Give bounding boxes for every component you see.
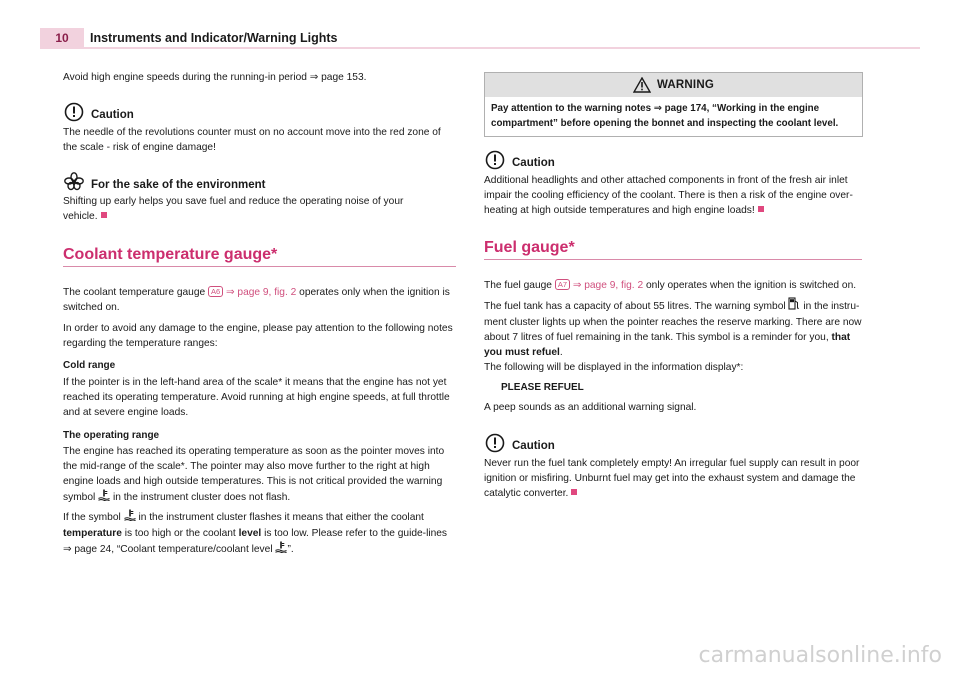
fuel-intro: The fuel gauge A7 ⇒ page 9, fig. 2 only operates when the ignition is switched on. xyxy=(484,280,857,291)
page-header xyxy=(0,0,960,50)
peep-text: A peep sounds as an additional warning signal. xyxy=(484,402,697,413)
fuel-figure-link[interactable]: ⇒ page 9, fig. 2 xyxy=(572,280,644,291)
page-title: Instruments and Indicator/Warning Lights xyxy=(90,31,338,45)
coolant-intro: The coolant temperature gauge A6 ⇒ page 9, fig. 2 operates only when the ignition is switched on. xyxy=(63,287,450,313)
intro-text: Avoid high engine speeds during the running-in period ⇒ page 153. xyxy=(63,72,367,83)
coolant-figure-link[interactable]: ⇒ page 9, fig. 2 xyxy=(226,287,297,298)
please-refuel-message: PLEASE REFUEL xyxy=(501,382,584,393)
coolant-temperature-icon xyxy=(98,489,110,506)
fuel-pump-icon xyxy=(788,297,800,315)
operating-range-label: The operating range xyxy=(63,430,160,441)
watermark: carmanualsonline.info xyxy=(698,643,942,668)
caution-title xyxy=(484,148,555,171)
flower-icon xyxy=(63,171,85,193)
environment-body: Shifting up early helps you save fuel and reduce the operating noise of your vehicle. xyxy=(63,196,404,222)
end-marker xyxy=(101,212,107,218)
coolant-badge: A6 xyxy=(208,286,223,297)
page-number: 10 xyxy=(40,28,84,49)
warning-header xyxy=(485,73,862,97)
caution-title-text: Caution xyxy=(512,440,555,452)
caution-title xyxy=(484,431,555,454)
caution-icon xyxy=(484,432,506,454)
caution-title-text: Caution xyxy=(512,157,555,169)
coolant-notes-text: In order to avoid any damage to the engine, please pay attention to the following notes regarding the temperature ranges: xyxy=(63,323,453,349)
caution-title-text: Caution xyxy=(91,109,134,121)
coolant-heading: Coolant temperature gauge* xyxy=(63,247,456,267)
warning-box xyxy=(484,72,863,137)
warning-triangle-icon xyxy=(633,77,651,93)
environment-title-text: For the sake of the environment xyxy=(91,179,266,191)
cold-range-body: If the pointer is in the left-hand area of the scale* it means that the engine has not yet reached its operating temperature. Avoid running at high engine speeds, at full throttle and at severe engine loads. xyxy=(63,377,450,418)
coolant-temperature-icon xyxy=(124,509,136,526)
caution-body: Additional headlights and other attached components in front of the fresh air inlet impair the cooling efficiency of the coolant. There is then a risk of the engine over-heating at high outside temperatures and high engine loads! xyxy=(484,175,853,216)
operating-range-body: The engine has reached its operating temperature as soon as the pointer moves into the mid-range of the scale*. The pointer may also move further to the right at high engine loads and high outside temperatures. This is not critical provided the warning symbol in the instrument cluster does not flash. xyxy=(63,444,456,506)
fuel-capacity-text: The fuel tank has a capacity of about 55 litres. The warning symbol in the instru-ment cluster lights up when the pointer reaches the reserve marking. There are now about 7 litres of fuel remaining in the tank. This symbol is a reminder for you, that you must refuel. xyxy=(484,297,862,360)
caution-icon xyxy=(63,101,85,123)
end-marker xyxy=(571,489,577,495)
warning-body: Pay attention to the warning notes ⇒ page 174, “Working in the engine compartment” before opening the bonnet and inspecting the coolant level. xyxy=(485,97,862,136)
end-marker xyxy=(758,206,764,212)
caution-body: The needle of the revolutions counter must on no account move into the red zone of the scale - risk of engine damage! xyxy=(63,127,441,153)
fuel-badge: A7 xyxy=(555,279,570,290)
environment-title xyxy=(63,170,265,193)
warning-title: WARNING xyxy=(657,78,714,91)
fuel-heading: Fuel gauge* xyxy=(484,240,862,260)
cold-range-label: Cold range xyxy=(63,360,116,371)
coolant-temperature-icon xyxy=(275,541,287,558)
header-rule xyxy=(40,47,920,49)
caution-icon xyxy=(484,149,506,171)
caution-title xyxy=(63,100,134,123)
display-text: The following will be displayed in the information display*: xyxy=(484,362,744,373)
caution-body: Never run the fuel tank completely empty! An irregular fuel supply can result in poor ignition or misfiring. Unburnt fuel may get into the exhaust system and damage the catalytic converter. xyxy=(484,458,860,499)
flash-warning-text: If the symbol in the instrument cluster flashes it means that either the coolant temperature is too high or the coolant level is too low. Please refer to the guide-lines ⇒ page 24, “Coolant temperature/coolant level ”. xyxy=(63,509,456,558)
